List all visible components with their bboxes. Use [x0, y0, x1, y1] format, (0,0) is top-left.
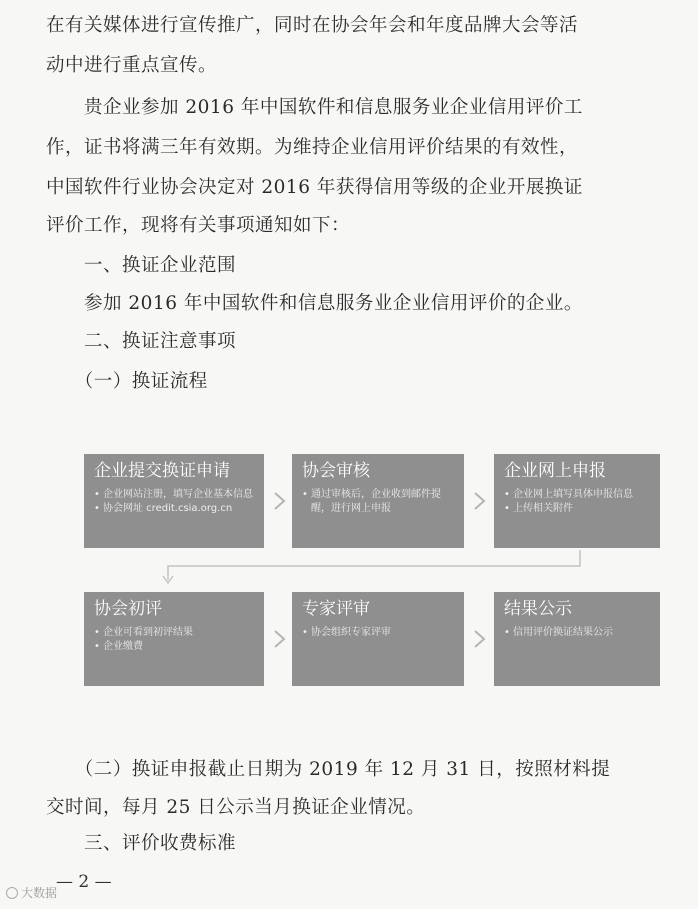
- paragraph-line: 作，证书将满三年有效期。为维持企业信用评价结果的有效性，: [46, 137, 579, 158]
- flow-row-2: [84, 592, 660, 686]
- flow-step-item: • 企业网站注册，填写企业基本信息: [94, 488, 254, 502]
- flow-step-item: • 协会网址 credit.csia.org.cn: [94, 502, 254, 516]
- arrow-right-icon: [464, 592, 496, 686]
- arrow-right-icon: [464, 454, 496, 548]
- flow-step-item: • 上传相关附件: [504, 502, 650, 516]
- paragraph-line: 评价工作，现将有关事项通知如下：: [46, 215, 351, 236]
- flow-step-item: • 通过审核后，企业收到邮件提醒，进行网上申报: [302, 488, 441, 516]
- flow-step-item: • 协会组织专家评审: [302, 626, 454, 640]
- flow-step-title: 企业提交换证申请: [94, 461, 230, 481]
- section-heading: 一、换证企业范围: [46, 255, 237, 276]
- flow-step-initial-eval: [84, 592, 264, 686]
- flow-step-result-publicity: [494, 592, 660, 686]
- flow-step-item: • 企业网上填写具体申报信息: [504, 488, 643, 502]
- flow-step-online-declare: [494, 454, 660, 548]
- watermark-text: 大数据: [21, 886, 58, 900]
- flow-step-review: [292, 454, 464, 548]
- flow-step-item: • 企业可看到初评结果: [94, 626, 254, 640]
- flow-step-title: 结果公示: [504, 599, 572, 619]
- paragraph-line: 动中进行重点宣传。: [46, 55, 218, 76]
- flow-step-expert-review: [292, 592, 464, 686]
- paragraph-line: 在有关媒体进行宣传推广，同时在协会年会和年度品牌大会等活: [46, 15, 579, 36]
- paragraph-line: 贵企业参加 2016 年中国软件和信息服务业企业信用评价工: [46, 97, 583, 118]
- watermark-logo-icon: [6, 887, 18, 899]
- paragraph-line: 参加 2016 年中国软件和信息服务业企业信用评价的企业。: [46, 293, 583, 314]
- page-footer: [0, 868, 698, 898]
- paragraph-line: （二）换证申报截止日期为 2019 年 12 月 31 日，按照材料提: [46, 759, 611, 780]
- paragraph-line: 交时间，每月 25 日公示当月换证企业情况。: [46, 797, 426, 818]
- flow-step-title: 专家评审: [302, 599, 370, 619]
- subsection-heading: （一）换证流程: [46, 371, 208, 392]
- flow-step-title: 协会审核: [302, 461, 370, 481]
- flow-step-item: • 企业缴费: [94, 640, 254, 654]
- section-heading: 二、换证注意事项: [46, 331, 237, 352]
- flow-row-1: [84, 454, 660, 548]
- flow-step-item: • 信用评价换证结果公示: [504, 626, 650, 640]
- paragraph-line: 中国软件行业协会决定对 2016 年获得信用等级的企业开展换证: [46, 177, 583, 198]
- flow-step-title: 企业网上申报: [504, 461, 606, 481]
- flow-step-title: 协会初评: [94, 599, 162, 619]
- section-heading: 三、评价收费标准: [46, 833, 237, 854]
- flow-step-apply: [84, 454, 264, 548]
- page-number: — 2 —: [56, 872, 112, 892]
- watermark: [6, 884, 57, 901]
